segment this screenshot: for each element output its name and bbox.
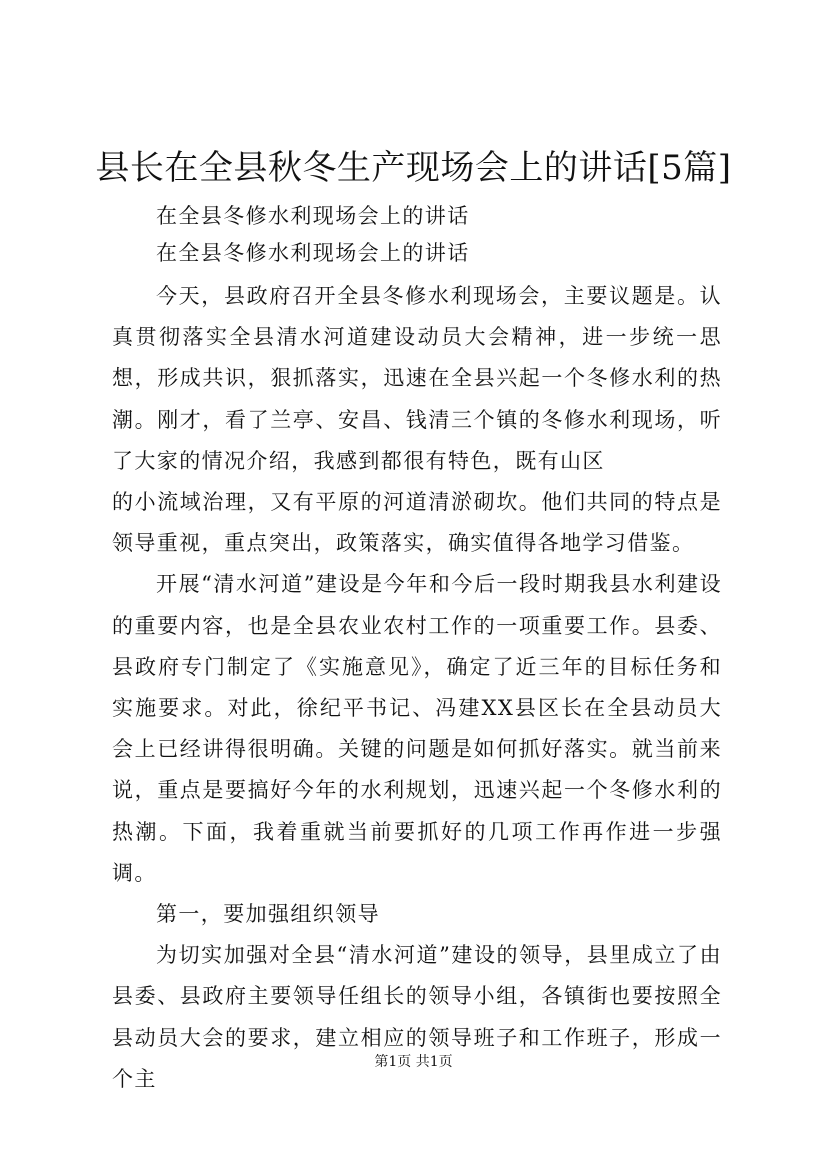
document-title: 县长在全县秋冬生产现场会上的讲话[5篇] <box>95 148 732 188</box>
subtitle-1: 在全县冬修水利现场会上的讲话 <box>156 204 470 228</box>
document-body <box>112 198 722 1100</box>
subtitle-2: 在全县冬修水利现场会上的讲话 <box>156 241 470 265</box>
page-footer: 第1页 共1页 <box>374 1054 453 1070</box>
section-heading-1: 第一，要加强组织领导 <box>156 902 380 927</box>
paragraph-4: 为切实加强对全县“清水河道”建设的领导，县里成立了由县委、县政府主要领导任组长的领导小组，各镇街也要按照全县动员大会的要求，建立相应的领导班子和工作班子，形成一个主 <box>112 943 722 1091</box>
paragraph-1: 今天，县政府召开全县冬修水利现场会，主要议题是。认真贯彻落实全县清水河道建设动员大会精神，进一步统一思想，形成共识，狠抓落实，迅速在全县兴起一个冬修水利的热潮。刚才，看了兰亭、安昌、钱清三个镇的冬修水利现场，听了大家的情况介绍，我感到都很有特色，既有山区 <box>112 284 722 473</box>
paragraph-3: 开展“清水河道”建设是今年和今后一段时期我县水利建设的重要内容，也是全县农业农村工作的一项重要工作。县委、县政府专门制定了《实施意见》，确定了近三年的目标任务和实施要求。对此，徐纪平书记、冯建XX县区长在全县动员大会上已经讲得很明确。关键的问题是如何抓好落实。就当前来说，重点是要搞好今年的水利规划，迅速兴起一个冬修水利的热潮。下面，我着重就当前要抓好的几项工作再作进一步强调。 <box>112 572 722 885</box>
paragraph-2: 的小流域治理，又有平原的河道清淤砌坎。他们共同的特点是领导重视，重点突出，政策落实，确实值得各地学习借鉴。 <box>112 490 722 556</box>
